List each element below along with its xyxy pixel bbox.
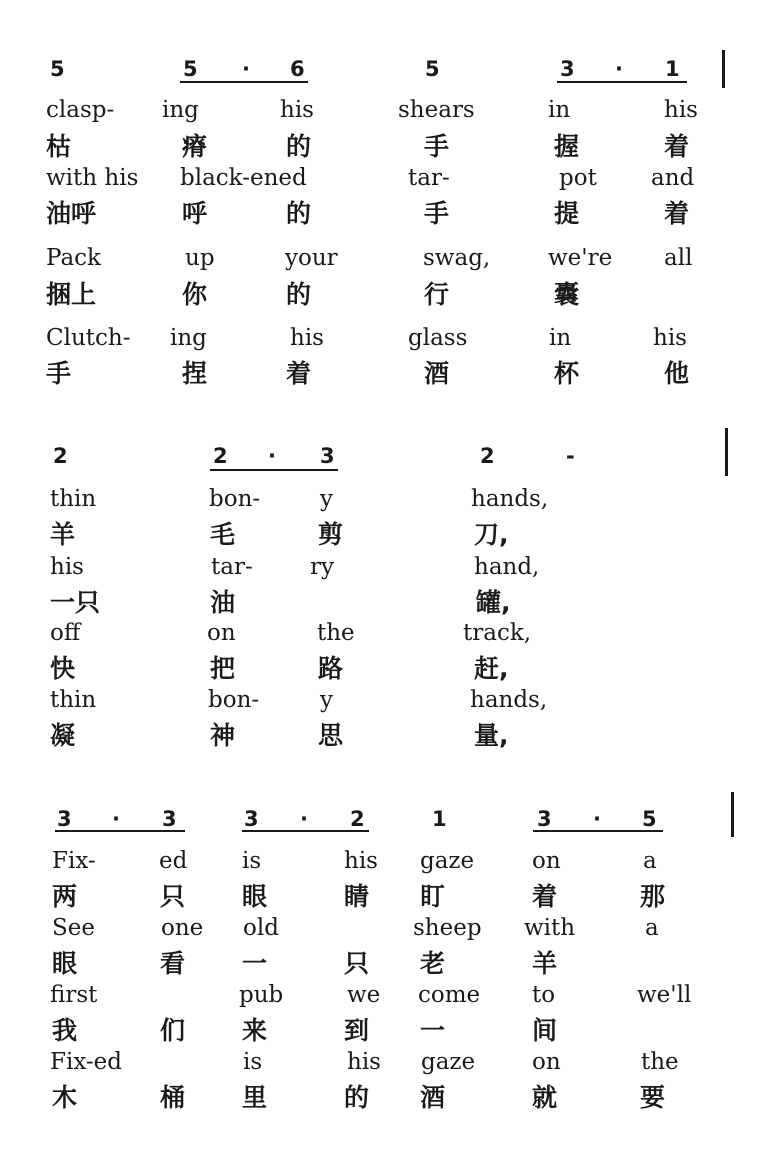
lyric-english: we're [548, 245, 613, 271]
lyric-chinese: 的 [286, 132, 312, 161]
note-number: 5 [50, 57, 65, 81]
lyric-chinese: 握 [554, 132, 580, 161]
lyric-chinese: 剪 [318, 520, 344, 549]
lyric-english: in [549, 325, 572, 351]
lyric-chinese: 手 [424, 199, 450, 228]
note-number: 2 [53, 444, 68, 468]
lyric-chinese: 枯 [46, 132, 72, 161]
lyric-chinese: 瘠 [182, 132, 208, 161]
lyric-english: to [532, 982, 556, 1008]
lyric-english: we [347, 982, 381, 1008]
lyric-english: come [418, 982, 481, 1008]
note-number: 1 [665, 57, 680, 81]
lyric-english: y [320, 486, 333, 512]
lyric-english: swag, [423, 245, 491, 271]
lyric-chinese: 罐, [476, 588, 511, 617]
lyric-chinese: 我 [52, 1016, 78, 1045]
beam-underline [180, 81, 308, 83]
lyric-chinese: 油 [210, 588, 236, 617]
lyric-chinese: 提 [554, 199, 580, 228]
lyric-english: tar- [408, 165, 450, 191]
lyric-chinese: 的 [286, 199, 312, 228]
lyric-english: Pack [46, 245, 101, 271]
lyric-chinese: 一只 [50, 588, 101, 617]
lyric-english: y [320, 687, 333, 713]
lyric-chinese: 思 [318, 721, 344, 750]
lyric-chinese: 凝 [50, 721, 76, 750]
lyric-chinese: 就 [532, 1083, 558, 1112]
lyric-chinese: 神 [210, 721, 236, 750]
note-number: 6 [290, 57, 305, 81]
lyric-english: first [50, 982, 98, 1008]
lyric-english: in [548, 97, 571, 123]
beam-underline [557, 81, 687, 83]
lyric-english: the [317, 620, 355, 646]
lyric-english: his [344, 848, 378, 874]
lyric-english: pot [559, 165, 597, 191]
lyric-english: hands, [471, 486, 549, 512]
lyric-english: is [242, 848, 262, 874]
lyric-english: on [207, 620, 236, 646]
lyric-chinese: 的 [286, 280, 312, 309]
lyric-chinese: 他 [664, 359, 690, 388]
lyric-english: ing [170, 325, 207, 351]
lyric-english: all [664, 245, 693, 271]
lyric-chinese: 盯 [420, 882, 446, 911]
lyric-english: glass [408, 325, 468, 351]
lyric-chinese: 着 [532, 882, 558, 911]
lyric-english: track, [463, 620, 532, 646]
lyric-chinese: 只 [160, 882, 186, 911]
lyric-chinese: 毛 [210, 520, 236, 549]
lyric-chinese: 你 [182, 280, 208, 309]
lyric-english: the [641, 1049, 679, 1075]
lyric-chinese: 羊 [532, 949, 558, 978]
lyric-english: his [653, 325, 687, 351]
lyric-english: Clutch- [46, 325, 131, 351]
barline [731, 792, 734, 837]
lyric-english: hands, [470, 687, 548, 713]
beam-underline [210, 469, 338, 471]
lyric-chinese: 桶 [160, 1083, 186, 1112]
lyric-chinese: 行 [424, 280, 450, 309]
lyric-english: is [243, 1049, 263, 1075]
lyric-chinese: 眼 [242, 882, 268, 911]
lyric-chinese: 看 [160, 949, 186, 978]
lyric-english: tar- [211, 554, 253, 580]
note-number: 3 [57, 807, 72, 831]
lyric-chinese: 到 [344, 1016, 370, 1045]
lyric-chinese: 一 [242, 949, 268, 978]
lyric-chinese: 里 [242, 1083, 268, 1112]
lyric-chinese: 间 [532, 1016, 558, 1045]
lyric-english: pub [239, 982, 284, 1008]
lyric-english: thin [50, 687, 97, 713]
lyric-chinese: 刀, [474, 520, 509, 549]
lyric-chinese: 酒 [420, 1083, 446, 1112]
note-number: 3 [244, 807, 259, 831]
lyric-english: clasp- [46, 97, 115, 123]
lyric-chinese: 着 [664, 132, 690, 161]
lyric-english: on [532, 848, 561, 874]
lyric-chinese: 要 [640, 1083, 666, 1112]
lyric-english: ed [159, 848, 188, 874]
note-number: 2 [350, 807, 365, 831]
dot-note-mark: · [300, 807, 308, 831]
lyric-chinese: 睛 [344, 882, 370, 911]
lyric-english: with [524, 915, 576, 941]
lyric-chinese: 手 [424, 132, 450, 161]
lyric-chinese: 快 [50, 654, 76, 683]
lyric-english: ry [310, 554, 334, 580]
lyric-chinese: 眼 [52, 949, 78, 978]
lyric-chinese: 只 [344, 949, 370, 978]
lyric-english: his [290, 325, 324, 351]
dot-note-mark: · [242, 57, 250, 81]
lyric-english: sheep [413, 915, 482, 941]
note-number: 5 [425, 57, 440, 81]
lyric-english: gaze [421, 1049, 476, 1075]
lyric-english: shears [398, 97, 475, 123]
lyric-english: hand, [474, 554, 540, 580]
lyric-chinese: 呼 [182, 199, 208, 228]
lyric-english: Fix- [52, 848, 96, 874]
lyric-chinese: 老 [420, 949, 446, 978]
lyric-chinese: 羊 [50, 520, 76, 549]
lyric-english: ing [162, 97, 199, 123]
lyric-english: his [347, 1049, 381, 1075]
lyric-chinese: 木 [52, 1083, 78, 1112]
lyric-chinese: 着 [664, 199, 690, 228]
note-number: 5 [642, 807, 657, 831]
dot-note-mark: · [268, 444, 276, 468]
lyric-english: your [285, 245, 338, 271]
barline [722, 50, 725, 88]
note-number: 3 [320, 444, 335, 468]
lyric-chinese: 来 [242, 1016, 268, 1045]
lyric-english: old [243, 915, 279, 941]
lyric-english: off [50, 620, 81, 646]
dot-note-mark: · [593, 807, 601, 831]
lyric-english: his [50, 554, 84, 580]
lyric-chinese: 路 [318, 654, 344, 683]
lyric-english: Fix-ed [50, 1049, 122, 1075]
lyric-chinese: 两 [52, 882, 78, 911]
note-number: 5 [183, 57, 198, 81]
lyric-english: up [185, 245, 215, 271]
lyric-chinese: 的 [344, 1083, 370, 1112]
lyric-english: one [161, 915, 204, 941]
lyric-english: his [280, 97, 314, 123]
lyric-english: gaze [420, 848, 475, 874]
lyric-chinese: 手 [46, 359, 72, 388]
lyric-english: See [52, 915, 95, 941]
lyric-english: with his [46, 165, 139, 191]
barline [725, 428, 728, 476]
lyric-english: we'll [637, 982, 692, 1008]
lyric-english: bon- [208, 687, 260, 713]
lyric-chinese: 把 [210, 654, 236, 683]
dot-note-mark: · [112, 807, 120, 831]
lyric-chinese: 酒 [424, 359, 450, 388]
lyric-chinese: 囊 [554, 280, 580, 309]
lyric-chinese: 油呼 [46, 199, 97, 228]
lyric-english: a [643, 848, 657, 874]
dash-hold-mark: - [566, 444, 575, 468]
note-number: 3 [560, 57, 575, 81]
lyric-chinese: 们 [160, 1016, 186, 1045]
lyric-chinese: 那 [640, 882, 666, 911]
lyric-english: black-ened [180, 165, 307, 191]
note-number: 2 [213, 444, 228, 468]
lyric-chinese: 量, [474, 721, 509, 750]
lyric-chinese: 赶, [474, 654, 509, 683]
lyric-chinese: 捏 [182, 359, 208, 388]
lyric-english: bon- [209, 486, 261, 512]
lyric-english: a [645, 915, 659, 941]
note-number: 3 [537, 807, 552, 831]
note-number: 3 [162, 807, 177, 831]
note-number: 2 [480, 444, 495, 468]
lyric-english: and [651, 165, 695, 191]
lyric-chinese: 一 [420, 1016, 446, 1045]
lyric-chinese: 杯 [554, 359, 580, 388]
lyric-chinese: 捆上 [46, 280, 97, 309]
lyric-english: his [664, 97, 698, 123]
lyric-english: on [532, 1049, 561, 1075]
lyric-english: thin [50, 486, 97, 512]
lyric-chinese: 着 [286, 359, 312, 388]
dot-note-mark: · [615, 57, 623, 81]
note-number: 1 [432, 807, 447, 831]
